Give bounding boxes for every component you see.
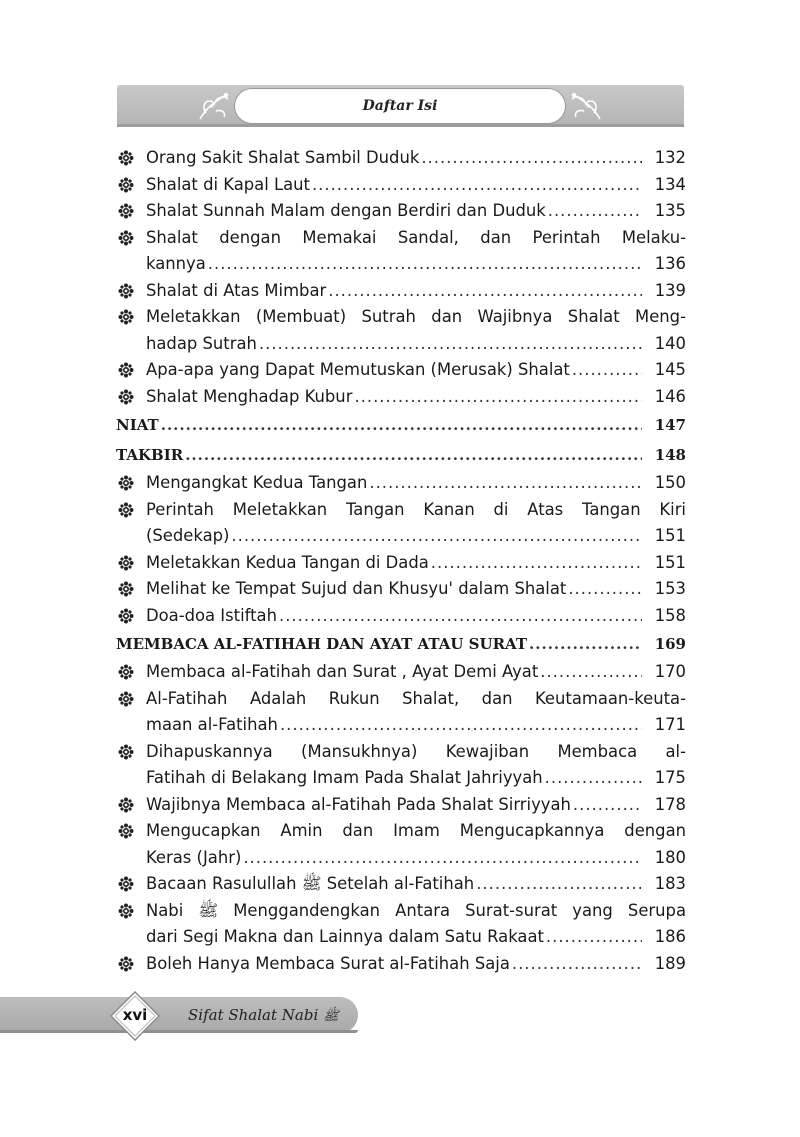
entry-title-cont: Keras (Jahr)	[146, 847, 242, 867]
page-number: 180	[654, 847, 686, 867]
page-number: 189	[654, 953, 686, 973]
entry-title-cont: (Sedekap)	[146, 526, 230, 545]
page-number: 147	[654, 416, 686, 434]
toc-entry	[116, 576, 686, 603]
page-number: 145	[654, 360, 686, 379]
page-number: 170	[654, 662, 686, 681]
flower-bullet-icon	[118, 362, 134, 378]
page-number: 134	[654, 174, 686, 194]
entry-title-cont: hadap Sutrah	[146, 333, 257, 353]
page-number: 183	[654, 874, 686, 893]
chapter-title: TAKBIR	[116, 446, 184, 464]
toc-entry	[116, 198, 686, 225]
toc-entry	[116, 225, 686, 278]
page-number: 186	[654, 927, 686, 946]
flower-bullet-icon	[118, 475, 134, 491]
page-number: 178	[654, 794, 686, 814]
flower-bullet-icon	[118, 230, 134, 246]
page-number-footer: xvi	[122, 1006, 148, 1024]
entry-title-line: Meletakkan (Membuat) Sutrah dan Wajibnya Shalat Meng-	[146, 307, 686, 326]
flower-bullet-icon	[118, 555, 134, 571]
entry-title-line: Nabi ﷺ Menggandengkan Antara Surat-surat yang Serupa	[146, 900, 686, 920]
running-footer-title: Sifat Shalat Nabi ﷺ	[188, 1006, 339, 1024]
chapter-title: MEMBACA AL-FATIHAH DAN AYAT ATAU SURAT	[116, 635, 528, 653]
toc-entry	[116, 384, 686, 411]
table-of-contents	[116, 145, 686, 977]
entry-title: Melihat ke Tempat Sujud dan Khusyu' dalam Shalat	[146, 579, 567, 598]
toc-chapter	[116, 440, 686, 470]
page-title: Daftar Isi	[362, 98, 438, 114]
header-title-pill	[234, 88, 566, 124]
entry-title: Doa-doa Istiftah	[146, 605, 277, 625]
page-number: 140	[654, 333, 686, 353]
entry-title-cont: dari Segi Makna dan Lainnya dalam Satu Rakaat	[146, 927, 544, 946]
entry-title: Shalat Menghadap Kubur	[146, 386, 353, 406]
flower-bullet-icon	[118, 283, 134, 299]
entry-title: Meletakkan Kedua Tangan di Dada	[146, 552, 429, 572]
entry-title-line: Dihapuskannya (Mansukhnya) Kewajiban Membaca al-	[146, 741, 686, 761]
page-number: 150	[654, 473, 686, 492]
floral-ornament-icon	[196, 89, 234, 123]
page-number: 136	[654, 254, 686, 273]
flower-bullet-icon	[118, 664, 134, 680]
flower-bullet-icon	[118, 581, 134, 597]
flower-bullet-icon	[118, 150, 134, 166]
entry-title: Shalat di Atas Mimbar	[146, 280, 327, 300]
flower-bullet-icon	[118, 876, 134, 892]
page-number: 148	[654, 446, 686, 464]
toc-entry	[116, 898, 686, 951]
page-number: 135	[654, 201, 686, 220]
entry-title-line: Mengucapkan Amin dan Imam Mengucapkannya dengan	[146, 821, 686, 840]
entry-title: Membaca al-Fatihah dan Surat , Ayat Demi Ayat	[146, 662, 539, 681]
page-number: 151	[654, 552, 686, 572]
flower-bullet-icon	[118, 608, 134, 624]
entry-title: Shalat Sunnah Malam dengan Berdiri dan Duduk	[146, 201, 546, 220]
entry-title-cont: maan al-Fatihah	[146, 715, 278, 734]
floral-ornament-icon	[566, 89, 604, 123]
flower-bullet-icon	[118, 903, 134, 919]
page-number: 153	[654, 579, 686, 598]
toc-entry	[116, 871, 686, 898]
toc-entry	[116, 550, 686, 577]
toc-entry	[116, 659, 686, 686]
page-number: 139	[654, 280, 686, 300]
entry-title: Wajibnya Membaca al-Fatihah Pada Shalat Sirriyyah	[146, 794, 571, 814]
toc-entry	[116, 951, 686, 978]
flower-bullet-icon	[118, 502, 134, 518]
entry-title-line: Al-Fatihah Adalah Rukun Shalat, dan Keutamaan-keuta-	[146, 688, 686, 708]
flower-bullet-icon	[118, 309, 134, 325]
toc-entry	[116, 304, 686, 357]
toc-entry	[116, 357, 686, 384]
page-number: 151	[654, 526, 686, 545]
toc-entry	[116, 145, 686, 172]
toc-entry	[116, 739, 686, 792]
flower-bullet-icon	[118, 177, 134, 193]
entry-title: Orang Sakit Shalat Sambil Duduk	[146, 148, 420, 167]
flower-bullet-icon	[118, 797, 134, 813]
entry-title: Boleh Hanya Membaca Surat al-Fatihah Saja	[146, 953, 510, 973]
entry-title: Bacaan Rasulullah ﷺ Setelah al-Fatihah	[146, 874, 475, 893]
entry-title: Mengangkat Kedua Tangan	[146, 473, 368, 492]
toc-entry	[116, 497, 686, 550]
honorific-glyph: ﷺ	[323, 1009, 339, 1024]
flower-bullet-icon	[118, 744, 134, 760]
flower-bullet-icon	[118, 823, 134, 839]
entry-title-cont: Fatihah di Belakang Imam Pada Shalat Jahriyyah	[146, 768, 543, 787]
toc-entry	[116, 470, 686, 497]
page-number: 158	[654, 605, 686, 625]
page-number: 171	[654, 715, 686, 734]
entry-title-cont: kannya	[146, 254, 206, 273]
page-number: 175	[654, 768, 686, 787]
page-number: 146	[654, 386, 686, 406]
flower-bullet-icon	[118, 389, 134, 405]
entry-title: Apa-apa yang Dapat Memutuskan (Merusak) Shalat	[146, 360, 570, 379]
toc-entry	[116, 603, 686, 630]
flower-bullet-icon	[118, 203, 134, 219]
entry-title-line: Perintah Meletakkan Tangan Kanan di Atas Tangan Kiri	[146, 499, 686, 519]
flower-bullet-icon	[118, 956, 134, 972]
toc-entry	[116, 278, 686, 305]
toc-entry	[116, 792, 686, 819]
page-number: 132	[654, 148, 686, 167]
toc-entry	[116, 818, 686, 871]
entry-title: Shalat di Kapal Laut	[146, 174, 310, 194]
toc-entry	[116, 686, 686, 739]
flower-bullet-icon	[118, 691, 134, 707]
toc-entry	[116, 172, 686, 199]
toc-chapter	[116, 629, 686, 659]
page-number: 169	[654, 635, 686, 653]
entry-title-line: Shalat dengan Memakai Sandal, dan Perintah Melaku-	[146, 227, 686, 247]
toc-chapter	[116, 410, 686, 440]
chapter-title: NIAT	[116, 416, 159, 434]
